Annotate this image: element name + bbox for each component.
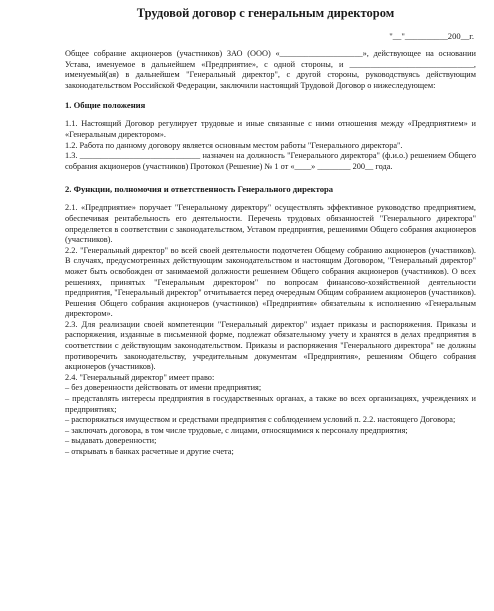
list-item: – без доверенности действовать от имени предприятия; <box>65 383 262 393</box>
list-item: – распоряжаться имуществом и средствами предприятия с соблюдением условий п. 2.2. настоящего Договора; <box>65 415 456 425</box>
list-item: – открывать в банках расчетные и другие счета; <box>65 447 234 456</box>
paragraph: 1.1. Настоящий Договор регулирует трудовые и иные связанные с ними отношения между «Предприятием» и «Генеральным директором». <box>65 119 476 139</box>
list-item: – заключать договора, в том числе трудовые, с лицами, относящимися к персоналу предприятия; <box>65 425 408 435</box>
paragraph: 2.1. «Предприятие» поручает "Генеральному директору" осуществлять эффективное руководство предприятием, обеспечивая рентабельность его деятельности. Перечень трудовых обязанностей "Генерального директора" определяется в соответствии с законодательством, Уставом предприятия, решениями Общего собрания акционеров (участников). <box>65 203 476 245</box>
section-heading: 1. Общие положения <box>65 100 146 111</box>
document-title: Трудовой договор с генеральным директором <box>136 6 395 20</box>
intro-paragraph: Общее собрание акционеров (участников) ЗАО (ООО) «____________________», действующее на основании Устава, именуемое в дальнейшем «Предприятие», с одной стороны, и ______________________________, именуемый(ая) в дальнейшем "Генеральный директор", с другой стороны, руководствуясь действующим законодательством Российской Федерации, заключили настоящий Трудовой Договор о нижеследующем: <box>65 49 476 90</box>
list-item: – выдавать доверенности; <box>65 436 157 446</box>
paragraph: 2.3. Для реализации своей компетенции "Генеральный директор" издает приказы и распоряжения. Приказы и распоряжения, изданные в письменной форме, подлежат обязательному учету и хранятся в делах предприятия в соответствии с действующим законодательством. Приказы и распоряжения "Генерального директора" не должны противоречить законодательству, учредительным документам «Предприятия», решениям Общего собрания акционеров (участников). <box>65 319 476 372</box>
section-general <box>65 100 476 172</box>
date-line: "__"__________200__г. <box>389 31 474 41</box>
paragraph: 2.2. "Генеральный директор" во всей своей деятельности подотчетен Общему собранию акционеров (участников). В случаях, предусмотренных действующим законодательством и настоящим Договором, "Генеральный директор" может быть освобожден от занимаемой должности решением Общего собрания акционеров (участников). О всех решениях, принятых "Генеральным директором" по вопросам финансово-хозяйственной деятельности предприятия, "Генеральный директор" отчитывается перед очередным Общим собранием акционеров (участников). Решения Общего собрания акционеров (участников) «Предприятия» обязательны к исполнению «Генеральным директором». <box>65 245 476 319</box>
list-item: – представлять интересы предприятия в государственных органах, а также во всех организациях, учреждениях и предприятиях; <box>65 394 476 414</box>
paragraph: 1.2. Работа по данному договору является основным местом работы "Генерального директора". <box>65 140 403 150</box>
paragraph: 2.4. "Генеральный директор" имеет право: <box>65 372 215 382</box>
section-heading: 2. Функции, полномочия и ответственность Генерального директора <box>65 184 334 195</box>
paragraph: 1.3. _____________________________ назначен на должность "Генерального директора" (ф.и.о.) решением Общего собрания акционеров (участников) Протокол (Решение) № 1 от «____» ________ 200__ года. <box>65 151 476 171</box>
section-functions <box>65 184 476 457</box>
